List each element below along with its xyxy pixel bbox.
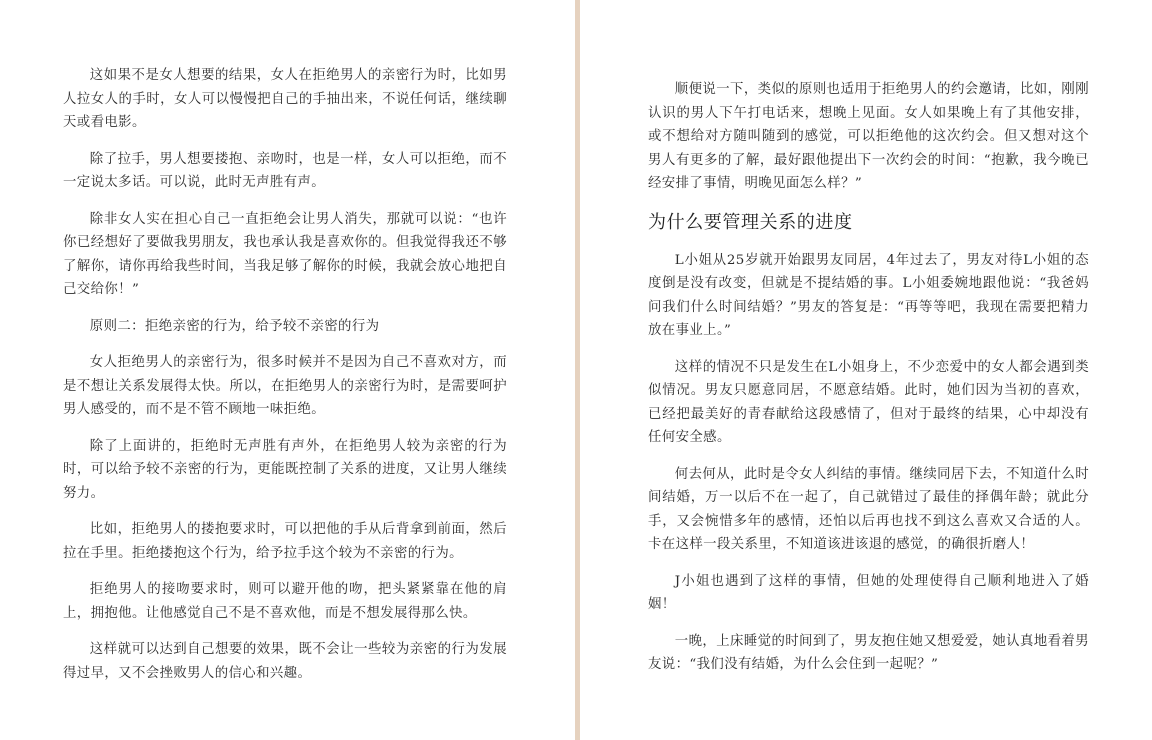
right-page <box>580 0 1152 740</box>
right-paragraph-4: J小姐也遇到了这样的事情，但她的处理使得自己顺利地进入了婚姻！ <box>648 573 1089 612</box>
right-intro-paragraph: 顺便说一下，类似的原则也适用于拒绝男人的约会邀请，比如，刚刚认识的男人下午打电话来，想晚上见面。女人如果晚上有了其他安排，或不想给对方随叫随到的感觉，可以拒绝他的这次约会。但又想对这个男人有更多的了解，最好跟他提出下一次约会的时间：“抱歉，我今晚已经安排了事情，明晚见面怎么样？” <box>648 82 1089 191</box>
section-heading: 为什么要管理关系的进度 <box>648 211 853 233</box>
right-paragraph-3: 何去何从，此时是令女人纠结的事情。继续同居下去，不知道什么时间结婚，万一以后不在一起了，自己就错过了最佳的择偶年龄；就此分手，又会惋惜多年的感情，还怕以后再也找不到这么喜欢又合适的人。卡在这样一段关系里，不知道该进该退的感觉，的确很折磨人！ <box>648 466 1089 552</box>
left-paragraph-9: 这样就可以达到自己想要的效果，既不会让一些较为亲密的行为发展得过早，又不会挫败男人的信心和兴趣。 <box>63 642 507 681</box>
left-principle-heading: 原则二：拒绝亲密的行为，给予较不亲密的行为 <box>89 318 380 334</box>
left-paragraph-5: 女人拒绝男人的亲密行为，很多时候并不是因为自己不喜欢对方，而是不想让关系发展得太快。所以，在拒绝男人的亲密行为时，是需要呵护男人感受的，而不是不管不顾地一味拒绝。 <box>63 355 507 417</box>
right-paragraph-2: 这样的情况不只是发生在L小姐身上，不少恋爱中的女人都会遇到类似情况。男友只愿意同居，不愿意结婚。此时，她们因为当初的喜欢，已经把最美好的青春献给这段感情了，但对于最终的结果，心中却没有任何安全感。 <box>648 359 1089 445</box>
right-paragraph-5: 一晚，上床睡觉的时间到了，男友抱住她又想爱爱，她认真地看着男友说：“我们没有结婚，为什么会住到一起呢？” <box>648 633 1089 672</box>
left-paragraph-8: 拒绝男人的接吻要求时，则可以避开他的吻，把头紧紧靠在他的肩上，拥抱他。让他感觉自己不是不喜欢他，而是不想发展得那么快。 <box>63 582 507 621</box>
left-paragraph-1: 这如果不是女人想要的结果，女人在拒绝男人的亲密行为时，比如男人拉女人的手时，女人可以慢慢把自己的手抽出来，不说任何话，继续聊天或看电影。 <box>63 68 507 130</box>
left-paragraph-2: 除了拉手，男人想要搂抱、亲吻时，也是一样，女人可以拒绝，而不一定说太多话。可以说，此时无声胜有声。 <box>63 151 507 190</box>
right-paragraph-1: L小姐从25岁就开始跟男友同居，4年过去了，男友对待L小姐的态度倒是没有改变，但就是不提结婚的事。L小姐委婉地跟他说：“我爸妈问我们什么时间结婚？”男友的答复是：“再等等吧，我现在需要把精力放在事业上。” <box>648 252 1089 338</box>
left-paragraph-6: 除了上面讲的，拒绝时无声胜有声外，在拒绝男人较为亲密的行为时，可以给予较不亲密的行为，更能既控制了关系的进度，又让男人继续努力。 <box>63 438 507 501</box>
left-paragraph-3: 除非女人实在担心自己一直拒绝会让男人消失，那就可以说：“也许你已经想好了要做我男朋友，我也承认我是喜欢你的。但我觉得我还不够了解你，请你再给我些时间，当我足够了解你的时候，我就会放心地把自己交给你！” <box>63 211 507 297</box>
left-page <box>0 0 575 740</box>
left-paragraph-7: 比如，拒绝男人的搂抱要求时，可以把他的手从后背拿到前面，然后拉在手里。拒绝搂抱这个行为，给予拉手这个较为不亲密的行为。 <box>63 522 507 561</box>
